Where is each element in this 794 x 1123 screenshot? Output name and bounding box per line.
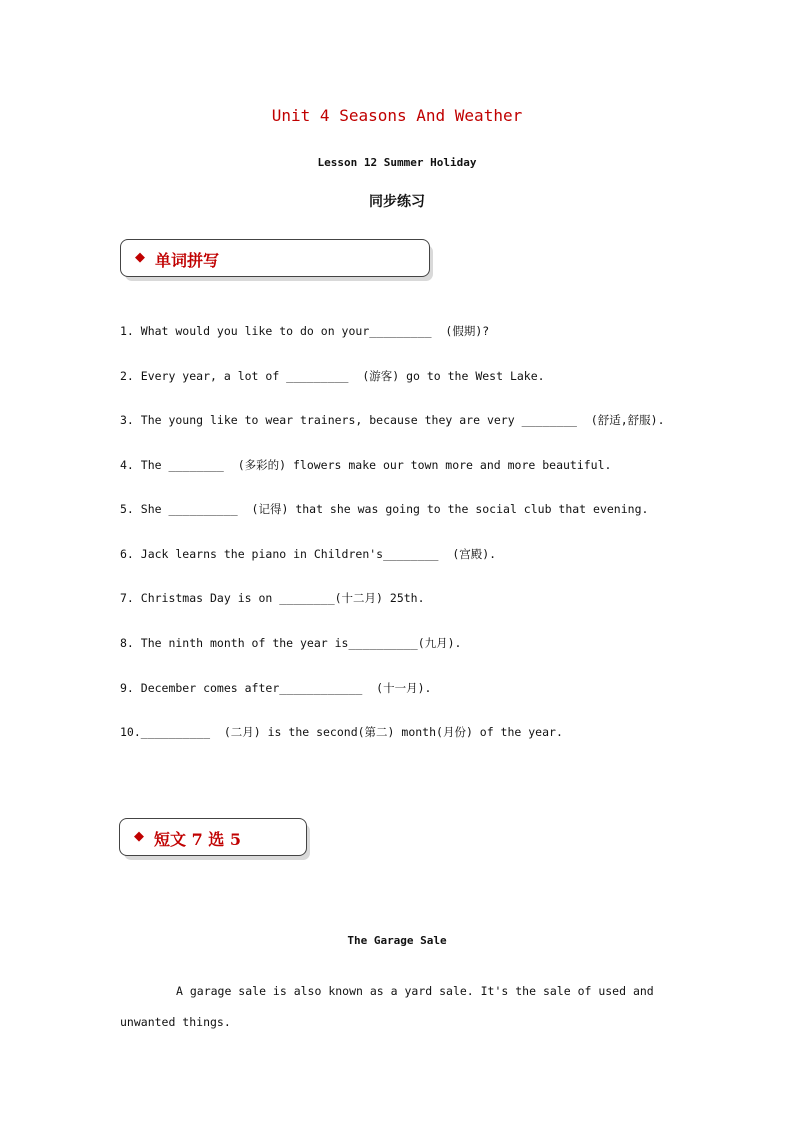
section-header-reading — [119, 818, 307, 856]
section-heading: 短文 7 选 5 — [154, 830, 241, 849]
question-7: 7. Christmas Day is on ________(十二月) 25th. — [120, 591, 425, 605]
lesson-subtitle: Lesson 12 Summer Holiday — [317, 156, 477, 169]
question-4: 4. The ________ (多彩的) flowers make our town more and more beautiful. — [120, 458, 612, 472]
passage-text: A garage sale is also known as a yard sale. It's the sale of used and unwanted things. — [120, 984, 654, 1029]
question-5: 5. She __________ (记得) that she was going to the social club that evening. — [120, 502, 649, 516]
diamond-icon: ◆ — [135, 250, 145, 265]
question-3: 3. The young like to wear trainers, because they are very ________ (舒适,舒服). — [120, 413, 665, 427]
page-title: Unit 4 Seasons And Weather — [271, 106, 523, 125]
question-1: 1. What would you like to do on your_________ (假期)? — [120, 324, 490, 338]
question-2: 2. Every year, a lot of _________ (游客) go to the West Lake. — [120, 369, 545, 383]
exercise-label: 同步练习 — [369, 194, 425, 210]
question-10: 10.__________ (二月) is the second(第二) month(月份) of the year. — [120, 725, 563, 739]
section-heading: 单词拼写 — [155, 251, 220, 270]
diamond-icon: ◆ — [134, 829, 144, 844]
section-header-spelling — [120, 239, 430, 277]
passage-title: The Garage Sale — [347, 934, 447, 947]
question-6: 6. Jack learns the piano in Children's________ (宫殿). — [120, 547, 497, 561]
question-9: 9. December comes after____________ (十一月). — [120, 681, 432, 695]
question-8: 8. The ninth month of the year is__________(九月). — [120, 636, 462, 650]
